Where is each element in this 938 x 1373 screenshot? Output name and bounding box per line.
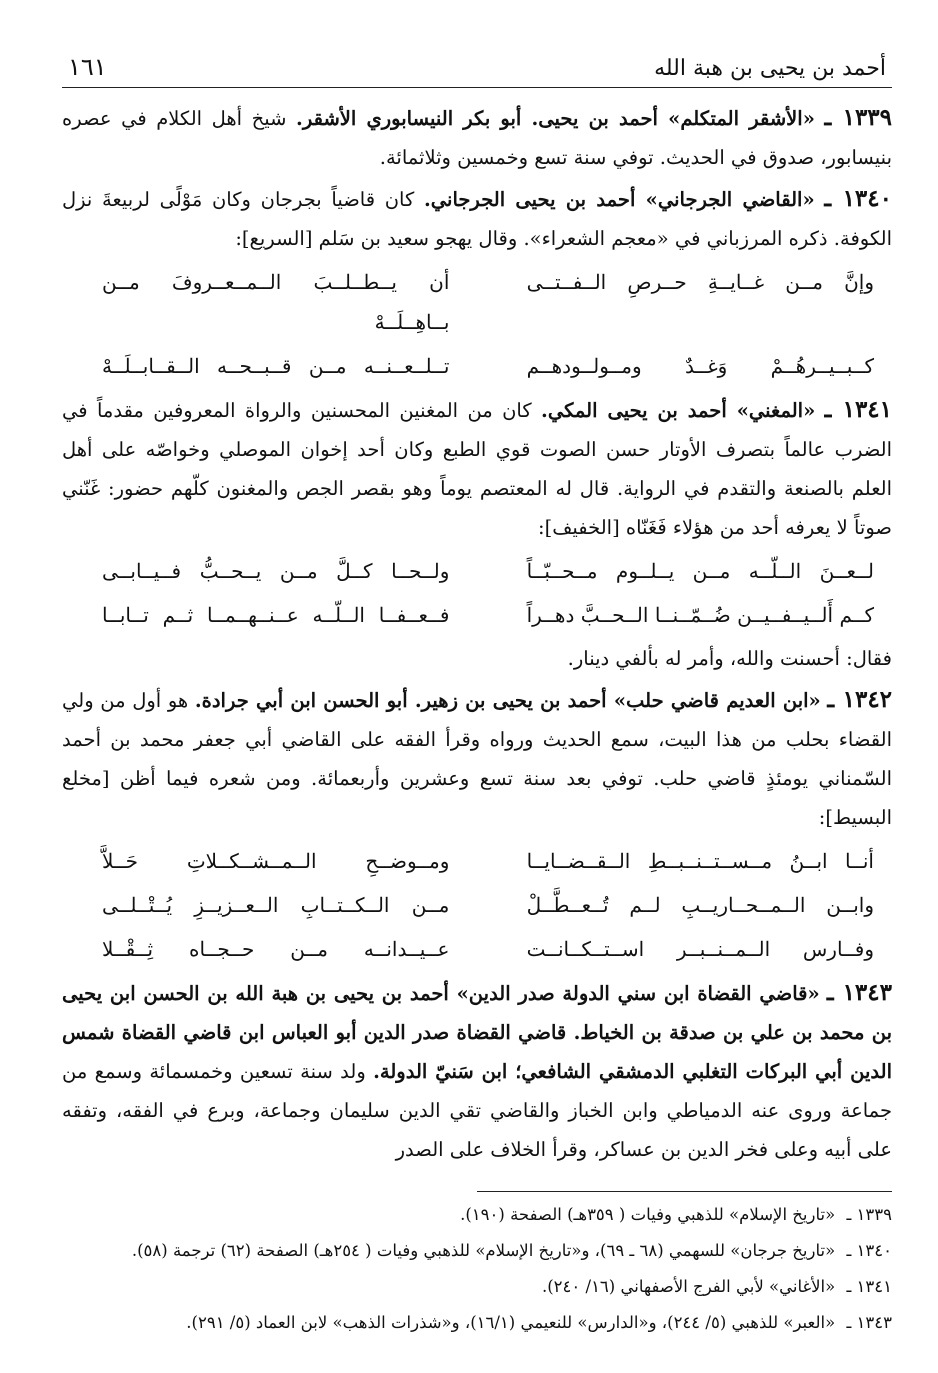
entry-number: ١٣٤٣ ـ xyxy=(826,979,892,1006)
verse-first-hemistich: أنــا ابــنُ مــســتــنــبــطِ الــقــضــايــا xyxy=(526,849,874,873)
footnote xyxy=(62,1310,892,1336)
footnote xyxy=(62,1238,892,1264)
footnote-number: ١٣٤١ ـ xyxy=(846,1277,892,1296)
verse-second-hemistich: عــيــدانــه مــن حــجــاه ثِــقْــلا xyxy=(102,937,450,961)
entry-paragraph xyxy=(62,98,892,177)
entry-paragraph xyxy=(62,680,892,837)
verse-second-hemistich: فــعــفــا الــلّــه عــنــهــمــا ثــم تــابــا xyxy=(102,603,450,627)
verse-first-hemistich: كــبــيــرهُــمْ وَغــدٌ ومــولــودهــم xyxy=(526,354,874,378)
entry-heading: «القاضي الجرجاني» أحمد بن يحيى الجرجاني. xyxy=(423,188,815,211)
footnote-text: «تاريخ الإسلام» للذهبي وفيات ( ٣٥٩هـ) الصفحة (١٩٠). xyxy=(460,1205,836,1224)
verse-first-hemistich: وابــن الــمــحــاريــبِ لــم تُــعــطَّــلْ xyxy=(526,893,874,917)
verse-second-hemistich: تــلــعــنــه مــن قــبــحــه الــقــابــلَــهْ xyxy=(102,354,450,378)
entry-body: هو أول من ولي القضاء بحلب من هذا البيت، سمع الحديث ورواه وقرأ الفقه على القاضي أبي جعفر محمد بن أحمد السّمناني يومئذٍ قاضي حلب. توفي بعد سنة تسع وعشرين وأربعمائة. ومن شعره فيما أظن [مخلع البسيط]: xyxy=(62,689,892,829)
verse-second-hemistich: أن يــطــلــبَ الــمــعــروفَ مــن بــاهِــلَــهْ xyxy=(102,270,450,334)
entry-heading: «المغني» أحمد بن يحيى المكي. xyxy=(541,399,816,422)
entry-number: ١٣٤١ ـ xyxy=(824,396,893,423)
footnotes xyxy=(62,1202,892,1336)
verse-second-hemistich: ولــحــا كــلَّ مــن يــحــبُّ فــيــابــى xyxy=(102,559,450,583)
entry-paragraph xyxy=(62,390,892,547)
entry-heading: «قاضي القضاة ابن سني الدولة صدر الدين» أحمد بن يحيى بن هبة الله بن الحسن ابن يحيى بن محمد بن علي بن صدقة بن الخياط. قاضي القضاة صدر الدين أبو العباس ابن قاضي القضاة شمس الدين أبي البركات التغلبي الدمشقي الشافعي؛ ابن سَنيّ الدولة. xyxy=(62,982,893,1083)
verse-line xyxy=(62,262,892,342)
footnote xyxy=(62,1274,892,1300)
entry-after-verse: فقال: أحسنت والله، وأمر له بألفي دينار. xyxy=(567,647,892,670)
verse-second-hemistich: مــن الــكــتــابِ الــعــزيــزِ يُــتْــلــى xyxy=(102,893,450,917)
verse-line xyxy=(62,885,892,925)
footnote-number: ١٣٤٠ ـ xyxy=(846,1241,892,1260)
entry-number: ١٣٤٠ ـ xyxy=(824,185,892,212)
entry-1339 xyxy=(62,98,892,177)
entry-heading: «الأشقر المتكلم» أحمد بن يحيى. أبو بكر النيسابوري الأشقر. xyxy=(296,107,815,130)
entry-body: كان قاضياً بجرجان وكان مَوْلًى لربيعةَ نزل الكوفة. ذكره المرزباني في «معجم الشعراء». وقال يهجو سعيد بن سَلم [السريع]: xyxy=(62,188,892,250)
footnote xyxy=(62,1202,892,1228)
main-text xyxy=(62,98,892,1169)
footnote-number: ١٣٤٣ ـ xyxy=(846,1313,892,1332)
entry-1341 xyxy=(62,390,892,678)
verse-line xyxy=(62,929,892,969)
verse-first-hemistich: وفــارس الــمــنــبــر اســتــكــانــت xyxy=(526,937,874,961)
entry-paragraph xyxy=(62,179,892,258)
verse-first-hemistich: كــم أَلــيــفــيــن ضُــمّــنــا الــحــبَّ دهــراً xyxy=(526,603,874,627)
entry-number: ١٣٤٢ ـ xyxy=(827,686,893,713)
verse-second-hemistich: ومــوضــحِ الــمــشــكــلاتِ حَــلاَّ xyxy=(102,849,450,873)
verse-first-hemistich: لــعــنَ الــلّــه مــن يــلــوم مــحــبّــاً xyxy=(526,559,874,583)
entry-1342 xyxy=(62,680,892,969)
entry-1343 xyxy=(62,973,892,1169)
verse-line xyxy=(62,346,892,386)
verse-line xyxy=(62,841,892,881)
running-title: أحمد بن يحيى بن هبة الله xyxy=(654,56,886,81)
verse-line xyxy=(62,551,892,591)
verse-line xyxy=(62,595,892,635)
footnote-text: «الأغاني» لأبي الفرج الأصفهاني (١٦/ ٢٤٠). xyxy=(541,1277,836,1296)
entry-heading: «ابن العديم قاضي حلب» أحمد بن يحيى بن زهير. أبو الحسن ابن أبي جرادة. xyxy=(194,689,821,712)
entry-body: ولد سنة تسعين وخمسمائة وسمع من جماعة وروى عنه الدمياطي وابن الخباز والقاضي تقي الدين سليمان وجماعة، وبرع في الفقه، وتفقه على أبيه وعلى فخر الدين بن عساكر، وقرأ الخلاف على الصدر xyxy=(62,1060,892,1161)
footnote-number: ١٣٣٩ ـ xyxy=(846,1205,892,1224)
entry-body: شيخ أهل الكلام في عصره بنيسابور، صدوق في الحديث. توفي سنة تسع وخمسين وثلاثمائة. xyxy=(62,107,892,169)
book-page xyxy=(62,44,892,1346)
footnote-text: «العبر» للذهبي (٥/ ٢٤٤)، و«الدارس» للنعيمي (١٦/١)، و«شذرات الذهب» لابن العماد (٥/ ٢٩١). xyxy=(186,1313,836,1332)
footnote-text: «تاريخ جرجان» للسهمي (٦٨ ـ ٦٩)، و«تاريخ الإسلام» للذهبي وفيات ( ٢٥٤هـ) الصفحة (٦٢) ترجمة (٥٨). xyxy=(131,1241,836,1260)
entry-number: ١٣٣٩ ـ xyxy=(824,104,893,131)
page-number: ١٦١ xyxy=(68,53,107,81)
running-header xyxy=(62,44,892,88)
verse-first-hemistich: وإنَّ مــن غــايــةِ حــرصِ الــفــتــى xyxy=(526,270,874,294)
entry-1340 xyxy=(62,179,892,386)
footnote-divider xyxy=(477,1191,892,1192)
entry-paragraph xyxy=(62,973,892,1169)
entry-body: كان من المغنين المحسنين والرواة المعروفين مقدماً في الضرب عالماً بتصرف الأوتار حسن الصوت قوي الطبع وكان أحد إخوان الموصلي وخواصّه على أهل العلم بالصنعة والتقدم في الرواية. قال له المعتصم يوماً وهو بقصر الجص والمغنون كلّهم حضور: غَنّني صوتاً لا يعرفه أحد من هؤلاء فَغَنّاه [الخفيف]: xyxy=(62,399,892,539)
